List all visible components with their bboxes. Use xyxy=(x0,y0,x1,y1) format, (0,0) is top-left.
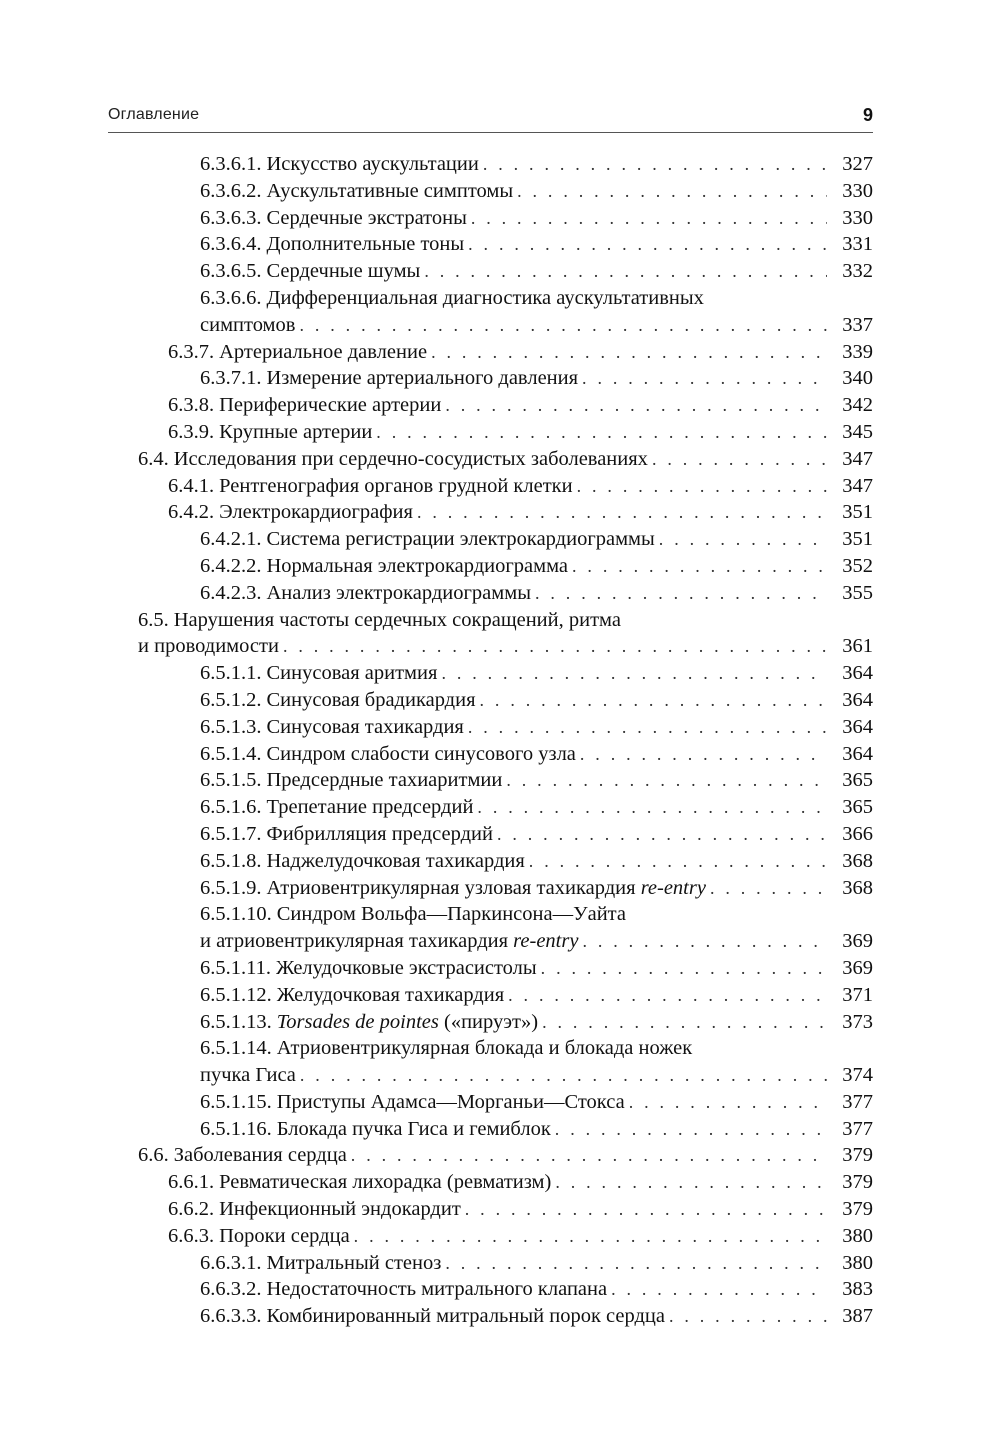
toc-entry-page: 371 xyxy=(842,983,873,1006)
toc-entry-page: 347 xyxy=(842,447,873,470)
toc-entry-title-continuation: пучка Гиса xyxy=(200,1064,296,1087)
leader-dots xyxy=(480,687,827,714)
toc-entry-title: Аускультативные симптомы xyxy=(266,179,514,202)
toc-entry[interactable] xyxy=(138,473,873,500)
leader-dots xyxy=(417,499,827,526)
toc-entry-page: 374 xyxy=(842,1064,873,1087)
toc-entry[interactable] xyxy=(138,1250,873,1277)
toc-entry[interactable] xyxy=(138,875,873,902)
toc-entry-number: 6.5.1.13. xyxy=(200,1010,272,1033)
toc-entry-page: 368 xyxy=(842,876,873,899)
toc-entry-number: 6.5.1.7. xyxy=(200,822,262,845)
toc-entry-page: 369 xyxy=(842,930,873,953)
toc-entry-number: 6.4.2.3. xyxy=(200,581,262,604)
toc-entry[interactable] xyxy=(138,982,873,1009)
leader-dots xyxy=(572,553,827,580)
toc-entry-page: 377 xyxy=(842,1090,873,1113)
leader-dots xyxy=(441,660,827,687)
toc-entry-page: 368 xyxy=(842,849,873,872)
toc-entry-page: 342 xyxy=(842,394,873,417)
toc-entry[interactable] xyxy=(138,794,873,821)
toc-entry-page: 369 xyxy=(842,956,873,979)
toc-entry[interactable] xyxy=(138,1142,873,1169)
toc-entry-page: 351 xyxy=(842,501,873,524)
toc-entry-page: 361 xyxy=(842,635,873,658)
toc-entry-number: 6.4.1. xyxy=(168,474,215,497)
toc-entry-title: Недостаточность митрального клапана xyxy=(266,1278,608,1301)
toc-entry-title: Митральный стеноз xyxy=(266,1251,442,1274)
leader-dots xyxy=(445,1250,827,1277)
toc-entry-number: 6.6.3. xyxy=(168,1224,215,1247)
leader-dots xyxy=(535,580,827,607)
toc-entry-title: Инфекционный эндокардит xyxy=(219,1198,461,1221)
toc-entry-page: 365 xyxy=(842,769,873,792)
toc-entry-title: Крупные артерии xyxy=(219,420,373,443)
toc-entry[interactable] xyxy=(138,1009,873,1036)
toc-entry-number: 6.6.1. xyxy=(168,1171,215,1194)
toc-entry-title: Синдром слабости синусового узла xyxy=(266,742,576,765)
toc-entry[interactable] xyxy=(138,580,873,607)
leader-dots xyxy=(542,1009,827,1036)
leader-dots xyxy=(669,1303,827,1330)
toc-entry[interactable] xyxy=(138,1196,873,1223)
toc-entry-page: 365 xyxy=(842,796,873,819)
toc-entry-number: 6.5.1.3. xyxy=(200,715,262,738)
leader-dots xyxy=(529,848,827,875)
toc-entry[interactable] xyxy=(138,660,873,687)
toc-entry-page: 347 xyxy=(842,474,873,497)
toc-entry-title: Наджелудочковая тахикардия xyxy=(266,849,525,872)
toc-entry-title: Сердечные шумы xyxy=(266,260,421,283)
toc-entry-page: 345 xyxy=(842,420,873,443)
leader-dots xyxy=(506,767,827,794)
toc-entry-number: 6.6. xyxy=(138,1144,169,1167)
leader-dots xyxy=(299,312,827,339)
toc-entry-page: 364 xyxy=(842,742,873,765)
toc-entry-number: 6.3.6.4. xyxy=(200,233,262,256)
toc-entry[interactable] xyxy=(138,767,873,794)
toc-entry[interactable] xyxy=(138,553,873,580)
toc-entry-page: 379 xyxy=(842,1171,873,1194)
leader-dots xyxy=(508,982,827,1009)
toc-entry-number: 6.4.2. xyxy=(168,501,215,524)
toc-entry[interactable] xyxy=(138,687,873,714)
toc-entry-page: 327 xyxy=(842,153,873,175)
toc-entry-page: 351 xyxy=(842,528,873,551)
toc-entry[interactable] xyxy=(138,1303,873,1330)
toc-entry[interactable] xyxy=(138,339,873,366)
leader-dots xyxy=(465,1196,827,1223)
toc-entry[interactable] xyxy=(138,499,873,526)
toc-entry-page: 340 xyxy=(842,367,873,390)
toc-entry-number: 6.5.1.11. xyxy=(200,956,271,979)
leader-dots xyxy=(468,231,827,258)
toc-entry-number: 6.3.8. xyxy=(168,394,215,417)
toc-entry-number: 6.4. xyxy=(138,447,169,470)
toc-entry-title: Приступы Адамса—Морганьи—Стокса xyxy=(276,1090,625,1113)
toc-entry[interactable] xyxy=(138,178,873,205)
leader-dots xyxy=(468,714,827,741)
toc-entry-title: Комбинированный митральный порок сердца xyxy=(266,1305,665,1328)
toc-entry-number: 6.5.1.8. xyxy=(200,849,262,872)
toc-entry-title-italic: re-entry xyxy=(513,930,579,953)
toc-entry-title: Измерение артериального давления xyxy=(266,367,579,390)
toc-entry-title: Трепетание предсердий xyxy=(266,796,474,819)
toc-entry-title: Анализ электрокардиограммы xyxy=(266,581,531,604)
leader-dots xyxy=(445,392,827,419)
toc-entry-title: («пируэт») xyxy=(438,1010,539,1033)
leader-dots xyxy=(351,1142,827,1169)
toc-entry[interactable] xyxy=(138,1169,873,1196)
toc-entry-page: 373 xyxy=(842,1010,873,1033)
toc-entry-title: Желудочковые экстрасистолы xyxy=(276,956,537,979)
toc-entry-number: 6.3.6.3. xyxy=(200,206,262,229)
toc-entry[interactable] xyxy=(138,392,873,419)
toc-entry[interactable] xyxy=(138,231,873,258)
toc-entry-number: 6.5.1.15. xyxy=(200,1090,272,1113)
leader-dots xyxy=(471,205,827,232)
toc-entry[interactable] xyxy=(138,446,873,473)
toc-entry-title: Периферические артерии xyxy=(219,394,442,417)
toc-entry-number: 6.3.6.2. xyxy=(200,179,262,202)
toc-entry-number: 6.6.2. xyxy=(168,1198,215,1221)
leader-dots xyxy=(497,821,827,848)
toc-entry-page: 364 xyxy=(842,688,873,711)
toc-entry-page: 355 xyxy=(842,581,873,604)
toc-entry-number: 6.4.2.1. xyxy=(200,528,262,551)
page-number: 9 xyxy=(862,105,873,125)
toc-entry-title: Система регистрации электрокардиограммы xyxy=(266,528,655,551)
toc-entry-page: 332 xyxy=(842,260,873,283)
toc-entry-title: Атриовентрикулярная узловая тахикардия xyxy=(266,876,641,899)
toc-entry-number: 6.5.1.1. xyxy=(200,662,262,685)
toc-entry-page: 331 xyxy=(842,233,873,256)
toc-entry[interactable] xyxy=(138,714,873,741)
running-header-title: Оглавление xyxy=(108,106,200,123)
toc-entry-page: 330 xyxy=(842,206,873,229)
toc-entry[interactable] xyxy=(138,258,873,285)
leader-dots xyxy=(555,1169,827,1196)
toc-entry-number: 6.5.1.5. xyxy=(200,769,262,792)
toc-entry-number: 6.6.3.2. xyxy=(200,1278,262,1301)
toc-entry-number: 6.5.1.2. xyxy=(200,688,262,711)
toc-entry[interactable] xyxy=(138,151,873,178)
toc-entry-number: 6.5. xyxy=(138,608,169,631)
leader-dots xyxy=(483,151,827,178)
toc-entry[interactable] xyxy=(138,419,873,446)
toc-entry-page: 377 xyxy=(842,1117,873,1140)
leader-dots xyxy=(580,741,827,768)
toc-entry[interactable] xyxy=(138,821,873,848)
toc-entry-title: Синусовая тахикардия xyxy=(266,715,464,738)
toc-entry-number: 6.3.7.1. xyxy=(200,367,262,390)
toc-entry[interactable] xyxy=(138,955,873,982)
toc-entry-number: 6.5.1.14. xyxy=(200,1037,272,1060)
toc-entry-number: 6.6.3.3. xyxy=(200,1305,262,1328)
toc-entry-title-continuation: и атриовентрикулярная тахикардия xyxy=(200,930,514,953)
toc-entry-number: 6.5.1.6. xyxy=(200,796,262,819)
toc-entry[interactable] xyxy=(138,1035,873,1089)
toc-entry-title: Исследования при сердечно-сосудистых заболеваниях xyxy=(173,447,648,470)
toc-entry[interactable] xyxy=(138,205,873,232)
toc-entry-title-continuation: и проводимости xyxy=(138,635,279,658)
toc-entry-number: 6.3.9. xyxy=(168,420,215,443)
toc-entry-title: Нормальная электрокардиограмма xyxy=(266,554,569,577)
toc-entry-page: 383 xyxy=(842,1278,873,1301)
toc-entry-title: Пороки сердца xyxy=(219,1224,350,1247)
toc-entry-number: 6.3.6.5. xyxy=(200,260,262,283)
leader-dots xyxy=(582,928,827,955)
leader-dots xyxy=(582,365,827,392)
leader-dots xyxy=(354,1223,827,1250)
toc-entry[interactable] xyxy=(138,848,873,875)
toc-entry-number: 6.5.1.16. xyxy=(200,1117,272,1140)
toc-entry[interactable] xyxy=(138,1276,873,1303)
toc-entry-title: Сердечные экстратоны xyxy=(266,206,467,229)
toc-entry-title: Желудочковая тахикардия xyxy=(276,983,505,1006)
toc-entry-title: Синусовая аритмия xyxy=(266,662,438,685)
toc-entry-number: 6.3.6.6. xyxy=(200,286,262,309)
toc-entry-title: Синусовая брадикардия xyxy=(266,688,476,711)
toc-entry-title: Нарушения частоты сердечных сокращений, ритма xyxy=(173,608,621,631)
toc-entry[interactable] xyxy=(138,1116,873,1143)
toc-entry-number: 6.5.1.10. xyxy=(200,903,272,926)
leader-dots xyxy=(629,1089,827,1116)
leader-dots xyxy=(300,1062,827,1089)
toc-entry-number: 6.5.1.12. xyxy=(200,983,272,1006)
leader-dots xyxy=(376,419,827,446)
table-of-contents xyxy=(138,151,873,1330)
toc-entry-page: 387 xyxy=(842,1305,873,1328)
toc-entry-title: Атриовентрикулярная блокада и блокада ножек xyxy=(276,1037,693,1060)
toc-entry-number: 6.3.7. xyxy=(168,340,215,363)
toc-entry-title-italic: Torsades de pointes xyxy=(276,1010,439,1033)
toc-entry-page: 364 xyxy=(842,662,873,685)
toc-entry-title: Синдром Вольфа—Паркинсона—Уайта xyxy=(276,903,626,926)
toc-entry-page: 339 xyxy=(842,340,873,363)
toc-entry-number: 6.5.1.9. xyxy=(200,876,262,899)
leader-dots xyxy=(611,1276,827,1303)
toc-entry[interactable] xyxy=(138,1089,873,1116)
toc-entry-page: 379 xyxy=(842,1144,873,1167)
toc-entry-page: 330 xyxy=(842,179,873,202)
toc-entry-title: Дополнительные тоны xyxy=(266,233,465,256)
toc-entry-number: 6.3.6.1. xyxy=(200,153,262,175)
toc-entry-title: Фибрилляция предсердий xyxy=(266,822,493,845)
toc-entry-number: 6.5.1.4. xyxy=(200,742,262,765)
toc-entry-page: 352 xyxy=(842,554,873,577)
toc-entry-page: 364 xyxy=(842,715,873,738)
toc-entry-title: Артериальное давление xyxy=(219,340,428,363)
leader-dots xyxy=(659,526,827,553)
leader-dots xyxy=(477,794,827,821)
page-header xyxy=(108,106,873,133)
toc-entry-page: 337 xyxy=(842,313,873,336)
leader-dots xyxy=(424,258,827,285)
leader-dots xyxy=(541,955,827,982)
toc-entry-page: 379 xyxy=(842,1198,873,1221)
toc-entry-title: Блокада пучка Гиса и гемиблок xyxy=(276,1117,551,1140)
toc-entry[interactable] xyxy=(138,526,873,553)
toc-entry[interactable] xyxy=(138,285,873,339)
leader-dots xyxy=(577,473,827,500)
toc-entry[interactable] xyxy=(138,365,873,392)
toc-entry-page: 380 xyxy=(842,1251,873,1274)
toc-entry[interactable] xyxy=(138,607,873,661)
toc-entry[interactable] xyxy=(138,901,873,955)
leader-dots xyxy=(710,875,827,902)
toc-entry-title: Ревматическая лихорадка (ревматизм) xyxy=(219,1171,552,1194)
toc-entry-title: Предсердные тахиаритмии xyxy=(266,769,503,792)
toc-entry-title-continuation: симптомов xyxy=(200,313,296,336)
toc-entry-page: 380 xyxy=(842,1224,873,1247)
toc-entry-title: Дифференциальная диагностика аускультативных xyxy=(266,286,704,309)
toc-entry-number: 6.4.2.2. xyxy=(200,554,262,577)
leader-dots xyxy=(555,1116,827,1143)
toc-entry[interactable] xyxy=(138,741,873,768)
toc-entry-title: Искусство аускультации xyxy=(266,153,479,175)
leader-dots xyxy=(283,633,827,660)
leader-dots xyxy=(517,178,827,205)
toc-entry-number: 6.6.3.1. xyxy=(200,1251,262,1274)
leader-dots xyxy=(652,446,827,473)
toc-entry-title: Заболевания сердца xyxy=(173,1144,347,1167)
toc-entry-title: Рентгенография органов грудной клетки xyxy=(219,474,573,497)
toc-entry-title: Электрокардиография xyxy=(219,501,413,524)
toc-entry[interactable] xyxy=(138,1223,873,1250)
leader-dots xyxy=(431,339,827,366)
toc-entry-title-italic: re-entry xyxy=(640,876,706,899)
toc-entry-page: 366 xyxy=(842,822,873,845)
